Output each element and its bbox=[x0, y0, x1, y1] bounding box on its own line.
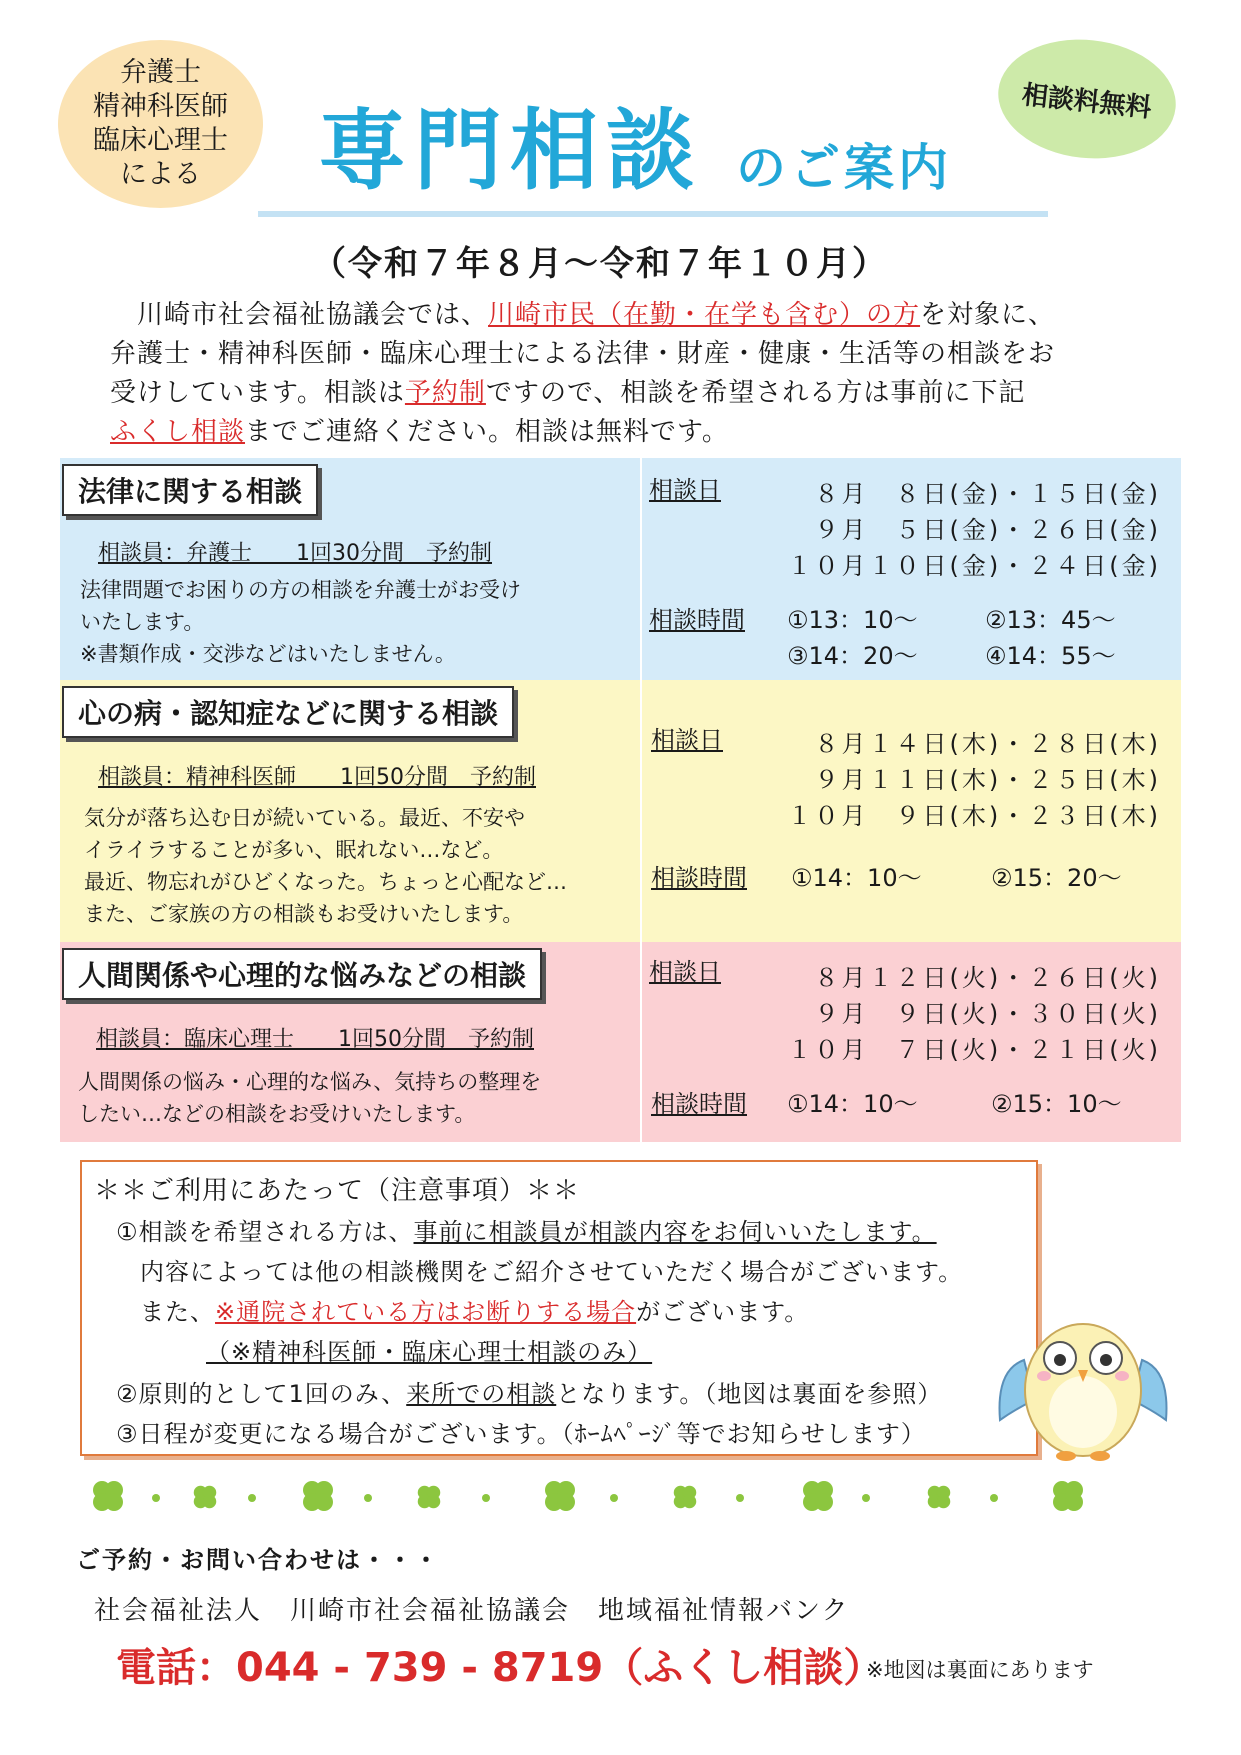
time-label: 相談時間 bbox=[651, 864, 747, 892]
description-line: 気分が落ち込む日が続いている。最近、不安や bbox=[84, 806, 525, 830]
dot-decoration bbox=[736, 1494, 744, 1502]
specialists-badge bbox=[58, 40, 263, 208]
free-badge-label: 相談料無料 bbox=[1020, 79, 1153, 124]
date-row: １０月 ７日(火)・２１日(火) bbox=[787, 1036, 1161, 1064]
intro-text: 弁護士・精神科医師・臨床心理士による法律・財産・健康・生活等の相談をお bbox=[110, 339, 1056, 369]
notes-heading: ＊＊ご利用にあたって（注意事項）＊＊ bbox=[94, 1176, 581, 1206]
schedule bbox=[645, 680, 1181, 942]
schedule bbox=[645, 458, 1181, 680]
date-row: １０月１０日(金)・２４日(金) bbox=[787, 552, 1161, 580]
note-line bbox=[116, 1374, 942, 1409]
clover-icon bbox=[88, 1476, 128, 1516]
map-note: ※地図は裏面にあります bbox=[866, 1658, 1094, 1682]
clover-icon bbox=[670, 1482, 700, 1512]
note-warning: ※通院されている方はお断りする場合 bbox=[215, 1298, 637, 1326]
dot-decoration bbox=[482, 1494, 490, 1502]
section-divider bbox=[640, 942, 642, 1142]
note-line bbox=[116, 1212, 937, 1247]
section-title: 人間関係や心理的な悩みなどの相談 bbox=[62, 948, 542, 1000]
section-title: 法律に関する相談 bbox=[62, 464, 318, 516]
time-slot: ①14：10～ bbox=[787, 1090, 918, 1118]
owl-mascot-icon bbox=[994, 1300, 1172, 1468]
intro-text: 受けしています。相談は bbox=[110, 378, 405, 408]
title-underline bbox=[258, 211, 1048, 217]
schedule bbox=[645, 942, 1181, 1142]
date-row: ９月１１日(木)・２５日(木) bbox=[814, 766, 1161, 794]
intro-text: 川崎市社会福祉協議会では、 bbox=[137, 300, 489, 330]
description-line: 法律問題でお困りの方の相談を弁護士がお受け bbox=[80, 578, 521, 602]
clover-icon bbox=[798, 1476, 838, 1516]
date-row: ８月 ８日(金)・１５日(金) bbox=[814, 480, 1161, 508]
badge-line: 弁護士 bbox=[120, 57, 201, 88]
time-slot: ①13：10～ bbox=[787, 606, 918, 634]
note-line: （※精神科医師・臨床心理士相談のみ） bbox=[206, 1338, 653, 1366]
clover-icon bbox=[924, 1482, 954, 1512]
time-slot: ②13：45～ bbox=[985, 606, 1116, 634]
description-line: いたします。 bbox=[80, 610, 205, 634]
note-line: 内容によっては他の相談機関をご紹介させていただく場合がございます。 bbox=[140, 1258, 964, 1286]
section-legal bbox=[60, 458, 1181, 682]
section-psychological bbox=[60, 942, 1181, 1144]
note-line: ③日程が変更になる場合がございます。（ﾎｰﾑﾍﾟｰｼﾞ等でお知らせします） bbox=[116, 1420, 926, 1448]
section-staff: 相談員：精神科医師 1回50分間 予約制 bbox=[98, 765, 536, 790]
intro-text: ですので、相談を希望される方は事前に下記 bbox=[485, 378, 1026, 408]
page-title: 専門相談 bbox=[318, 99, 703, 202]
description-line: イライラすることが多い、眠れない…など。 bbox=[84, 838, 504, 862]
section-staff: 相談員：臨床心理士 1回50分間 予約制 bbox=[96, 1027, 534, 1052]
date-label: 相談日 bbox=[649, 958, 721, 986]
section-description bbox=[80, 574, 521, 670]
date-label: 相談日 bbox=[649, 476, 721, 504]
dot-decoration bbox=[862, 1494, 870, 1502]
intro-highlight-citizens: 川崎市民（在勤・在学も含む）の方 bbox=[488, 300, 921, 330]
clover-icon bbox=[414, 1482, 444, 1512]
intro-highlight-fukushi: ふくし相談 bbox=[110, 417, 246, 447]
note-text: また、 bbox=[140, 1298, 215, 1326]
clover-icon bbox=[190, 1482, 220, 1512]
time-slot: ③14：20～ bbox=[787, 642, 918, 670]
note-text: ①相談を希望される方は、 bbox=[116, 1218, 414, 1246]
dot-decoration bbox=[152, 1494, 160, 1502]
dot-decoration bbox=[248, 1494, 256, 1502]
intro-highlight-reservation: 予約制 bbox=[404, 378, 486, 408]
badge-line: による bbox=[120, 159, 201, 190]
note-underlined: 来所での相談 bbox=[406, 1380, 557, 1408]
clover-icon bbox=[298, 1476, 338, 1516]
badge-line: 精神科医師 bbox=[93, 91, 228, 122]
date-row: １０月 ９日(木)・２３日(木) bbox=[787, 802, 1161, 830]
intro-text: を対象に、 bbox=[920, 300, 1056, 330]
note-text: となります。（地図は裏面を参照） bbox=[556, 1380, 943, 1408]
notes-box bbox=[80, 1160, 1038, 1456]
time-slot: ④14：55～ bbox=[985, 642, 1116, 670]
time-label: 相談時間 bbox=[649, 606, 745, 634]
description-line: したい…などの相談をお受けいたします。 bbox=[78, 1102, 476, 1126]
description-line: 最近、物忘れがひどくなった。ちょっと心配など… bbox=[84, 870, 567, 894]
clover-icon bbox=[1048, 1476, 1088, 1516]
date-row: ９月 ９日(火)・３０日(火) bbox=[814, 1000, 1161, 1028]
organization-name: 社会福祉法人 川崎市社会福祉協議会 地域福祉情報バンク bbox=[94, 1596, 850, 1626]
description-line: ※書類作成・交渉などはいたしません。 bbox=[80, 642, 456, 666]
note-line bbox=[140, 1292, 809, 1327]
section-divider bbox=[640, 680, 642, 942]
section-divider bbox=[640, 458, 642, 680]
intro-text: までご連絡ください。相談は無料です。 bbox=[245, 417, 729, 447]
section-mental bbox=[60, 680, 1181, 944]
date-label: 相談日 bbox=[651, 726, 723, 754]
section-description bbox=[84, 802, 567, 930]
intro-paragraph bbox=[110, 296, 1130, 452]
section-description bbox=[78, 1066, 541, 1130]
note-underlined: 事前に相談員が相談内容をお伺いいたします。 bbox=[413, 1218, 937, 1246]
inquiry-heading: ご予約・お問い合わせは・・・ bbox=[76, 1546, 440, 1574]
free-badge bbox=[992, 31, 1181, 167]
time-slot: ②15：10～ bbox=[991, 1090, 1122, 1118]
time-slot: ②15：20～ bbox=[991, 864, 1122, 892]
description-line: また、ご家族の方の相談もお受けいたします。 bbox=[84, 902, 524, 926]
period: （令和７年８月～令和７年１０月） bbox=[312, 244, 888, 284]
dot-decoration bbox=[610, 1494, 618, 1502]
section-title: 心の病・認知症などに関する相談 bbox=[62, 686, 514, 738]
dot-decoration bbox=[364, 1494, 372, 1502]
date-row: ８月１２日(火)・２６日(火) bbox=[814, 964, 1161, 992]
dot-decoration bbox=[990, 1494, 998, 1502]
date-row: ９月 ５日(金)・２６日(金) bbox=[814, 516, 1161, 544]
phone-number[interactable]: 電話：044 - 739 - 8719（ふくし相談） bbox=[116, 1645, 884, 1691]
note-text: ②原則的として1回のみ、 bbox=[116, 1380, 407, 1408]
date-row: ８月１４日(木)・２８日(木) bbox=[814, 730, 1161, 758]
section-staff: 相談員：弁護士 1回30分間 予約制 bbox=[98, 541, 492, 566]
badge-line: 臨床心理士 bbox=[93, 125, 228, 156]
page-subtitle: のご案内 bbox=[736, 139, 952, 197]
note-text: がございます。 bbox=[636, 1298, 810, 1326]
time-slot: ①14：10～ bbox=[791, 864, 922, 892]
description-line: 人間関係の悩み・心理的な悩み、気持ちの整理を bbox=[78, 1070, 542, 1094]
time-label: 相談時間 bbox=[651, 1090, 747, 1118]
clover-icon bbox=[540, 1476, 580, 1516]
